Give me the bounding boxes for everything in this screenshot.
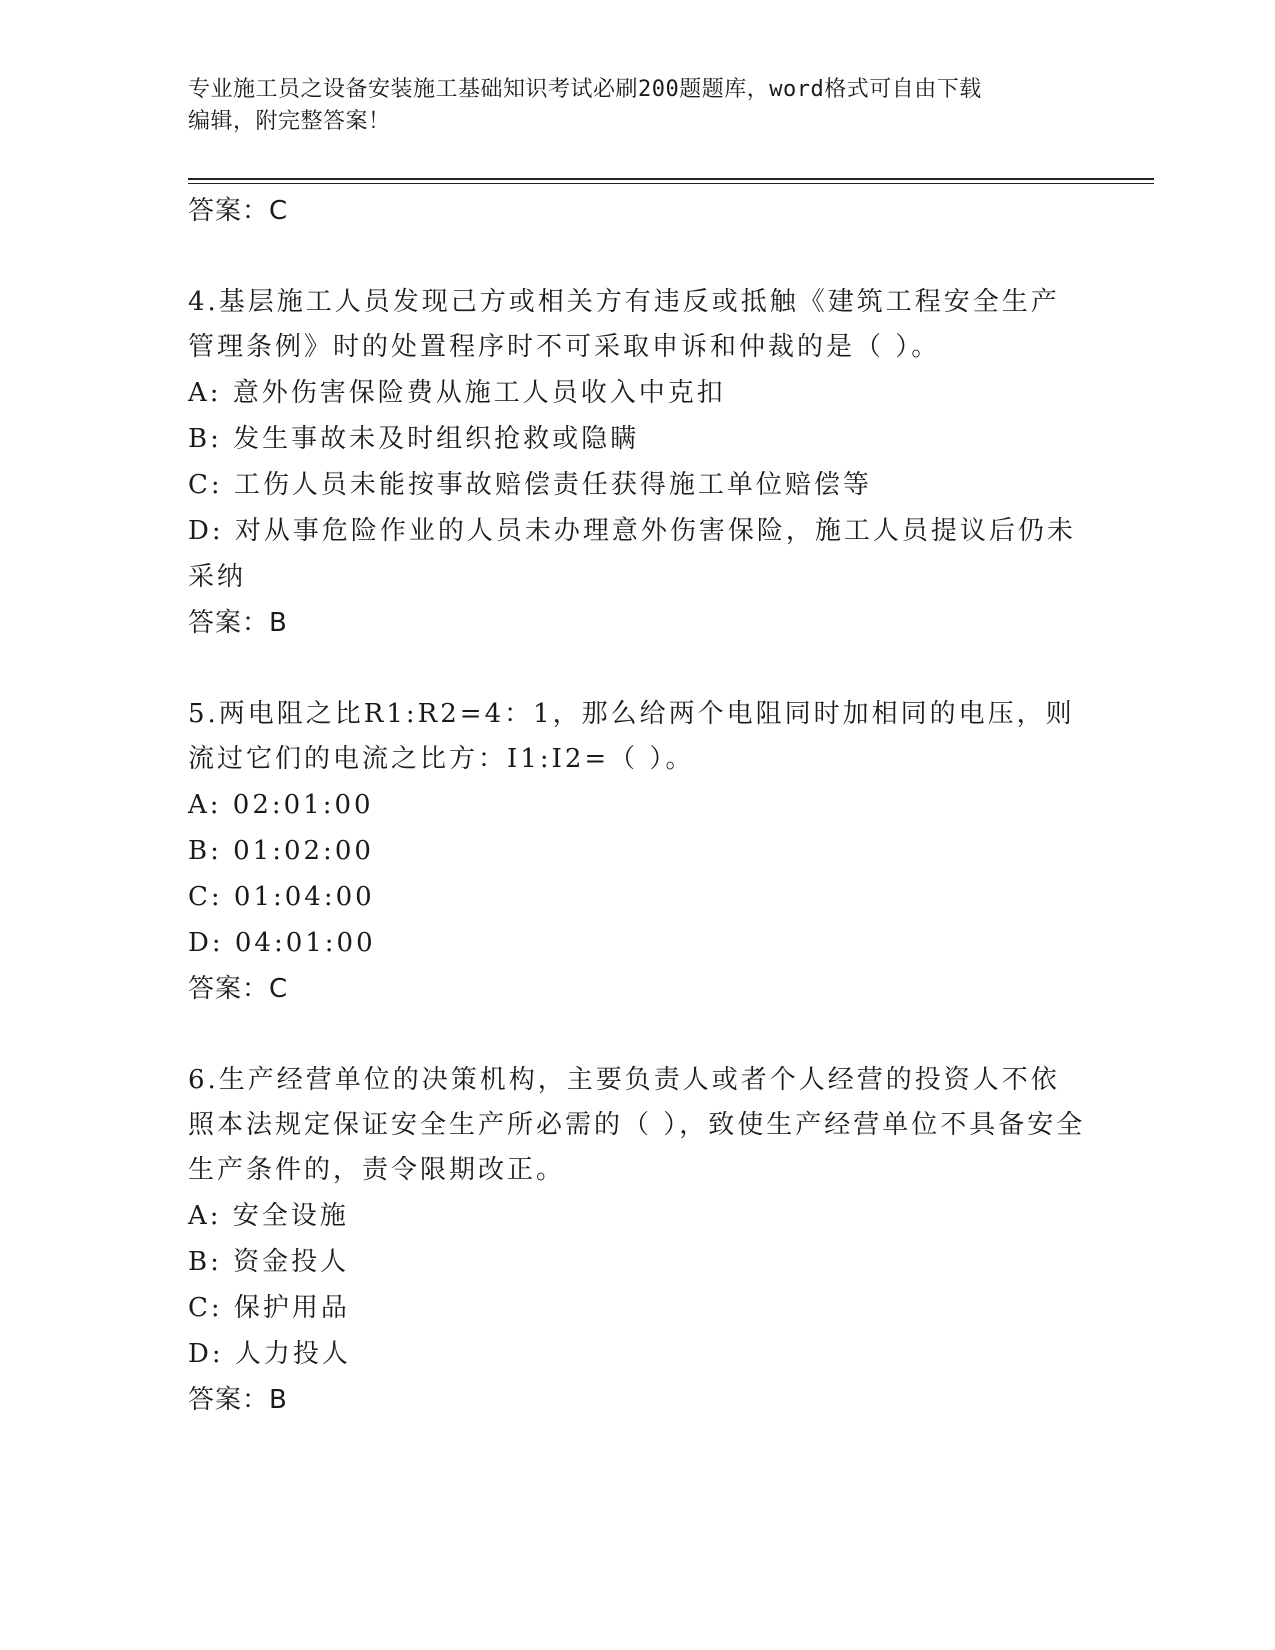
answer-line: 答案：C — [188, 974, 289, 1004]
header-divider — [188, 178, 1154, 180]
answer-line: 答案：B — [188, 1385, 288, 1415]
option-b: B: 发生事故未及时组织抢救或隐瞒 — [188, 424, 640, 454]
option-a: A: 02:01:00 — [188, 790, 374, 820]
option-a: A: 安全设施 — [188, 1201, 349, 1231]
question-block — [188, 692, 1088, 1012]
answer-line: 答案：C — [188, 196, 289, 226]
question-block — [188, 280, 1088, 646]
option-c: C: 工伤人员未能按事故赔偿责任获得施工单位赔偿等 — [188, 470, 872, 500]
option-d: D: 对从事危险作业的人员未办理意外伤害保险，施工人员提议后仍未采纳 — [188, 516, 1076, 592]
document-body — [188, 188, 1088, 1423]
question-stem: 6.生产经营单位的决策机构，主要负责人或者个人经营的投资人不依照本法规定保证安全生产所必需的（ ），致使生产经营单位不具备安全生产条件的，责令限期改正。 — [188, 1065, 1086, 1185]
option-d: D: 人力投人 — [188, 1339, 351, 1369]
option-b: B: 01:02:00 — [188, 836, 374, 866]
option-c: C: 保护用品 — [188, 1293, 350, 1323]
document-header — [188, 74, 1088, 138]
header-line-2: 编辑，附完整答案！ — [188, 109, 391, 134]
question-stem: 4.基层施工人员发现己方或相关方有违反或抵触《建筑工程安全生产管理条例》时的处置程序时不可采取申诉和仲裁的是（ ）。 — [188, 287, 1060, 362]
header-line-1: 专业施工员之设备安装施工基础知识考试必刷200题题库，word格式可自由下载 — [188, 77, 982, 102]
answer-line: 答案：B — [188, 608, 288, 638]
question-block — [188, 1058, 1088, 1423]
option-a: A: 意外伤害保险费从施工人员收入中克扣 — [188, 378, 726, 408]
option-c: C: 01:04:00 — [188, 882, 375, 912]
header-divider-thin — [188, 183, 1154, 184]
option-b: B: 资金投人 — [188, 1247, 350, 1277]
option-d: D: 04:01:00 — [188, 928, 376, 958]
question-stem: 5.两电阻之比R1:R2=4：1，那么给两个电阻同时加相同的电压，则流过它们的电流之比方：I1:I2=（ ）。 — [188, 699, 1075, 774]
